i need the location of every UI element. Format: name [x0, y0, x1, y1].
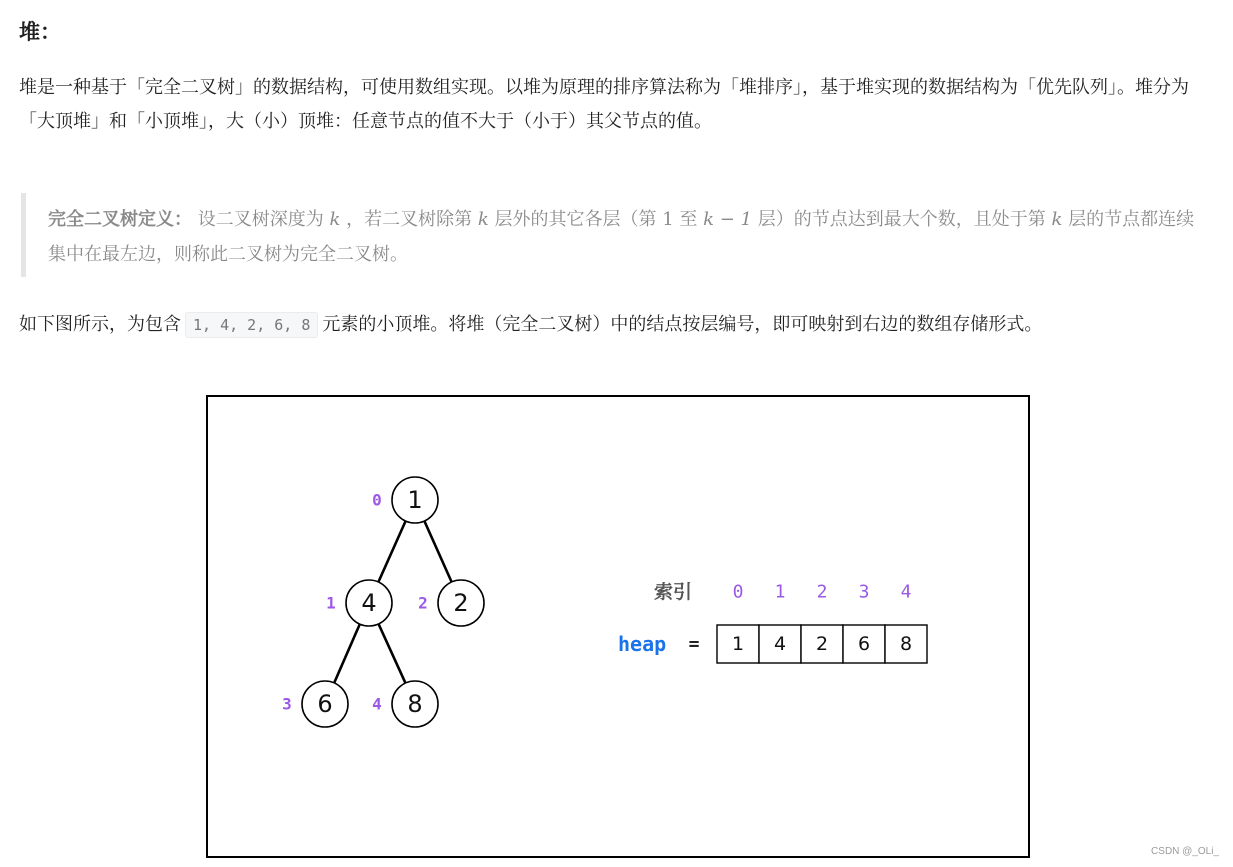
heap-figure — [206, 395, 1030, 858]
heap-label: heap — [618, 632, 667, 656]
tree-edge — [378, 521, 405, 582]
math-k: k — [1051, 209, 1063, 230]
tree-node-index: 3 — [282, 694, 292, 714]
intro-paragraph: 堆是一种基于「完全二叉树」的数据结构，可使用数组实现。以堆为原理的排序算法称为「堆排序」，基于堆实现的数据结构为「优先队列」。堆分为「大顶堆」和「小顶堆」，大（小）顶堆：任意节点的值不大于（小于）其父节点的值。 — [19, 77, 1189, 132]
definition-blockquote — [21, 193, 1221, 277]
array-index: 1 — [774, 581, 786, 603]
array-cell-value: 8 — [899, 633, 913, 655]
array-cell-value: 4 — [773, 633, 787, 655]
math-k: k — [477, 209, 489, 230]
math-k-minus-1: k − 1 — [703, 209, 752, 230]
tree-node-index: 0 — [372, 490, 382, 510]
tree-node-index: 4 — [372, 694, 382, 714]
tree-edge — [379, 624, 406, 683]
watermark: CSDN @_OLi_ — [1151, 846, 1219, 857]
tree-node-index: 2 — [418, 593, 428, 613]
tree-node-value: 2 — [453, 589, 469, 617]
tree-node-value: 4 — [361, 589, 377, 617]
heap-diagram — [208, 397, 1028, 856]
equals-sign: = — [688, 633, 700, 655]
section-heading: 堆： — [19, 20, 61, 44]
tree-node-value: 6 — [317, 690, 333, 718]
math-one: 1 — [662, 209, 674, 230]
tree-edge — [424, 521, 451, 582]
array-cell-value: 6 — [857, 633, 871, 655]
tree-edge — [334, 624, 360, 683]
array-cell-value: 1 — [731, 633, 745, 655]
array-index: 3 — [858, 581, 870, 603]
array-index: 2 — [816, 581, 828, 603]
math-k: k — [329, 209, 341, 230]
array-index: 0 — [732, 581, 744, 603]
array-index: 4 — [900, 581, 912, 603]
definition-term: 完全二叉树定义： — [48, 209, 192, 230]
tree-node-value: 8 — [407, 690, 423, 718]
inline-code: 1, 4, 2, 6, 8 — [185, 312, 318, 338]
array-cell-value: 2 — [815, 633, 829, 655]
index-label: 索引 — [654, 581, 693, 603]
figure-intro-paragraph: 如下图所示，为包含 1, 4, 2, 6, 8 元素的小顶堆。将堆（完全二叉树）中的结点按层编号，即可映射到右边的数组存储形式。 — [19, 308, 1219, 342]
tree-node-index: 1 — [326, 593, 336, 613]
tree-node-value: 1 — [407, 486, 423, 514]
definition-text: 完全二叉树定义： 设二叉树深度为 k ，若二叉树除第 k 层外的其它各层（第 1 至 k − 1 层）的节点达到最大个数，且处于第 k 层的节点都连续集中在最左边，则称此二叉树为完全二叉树。 — [48, 209, 1195, 265]
